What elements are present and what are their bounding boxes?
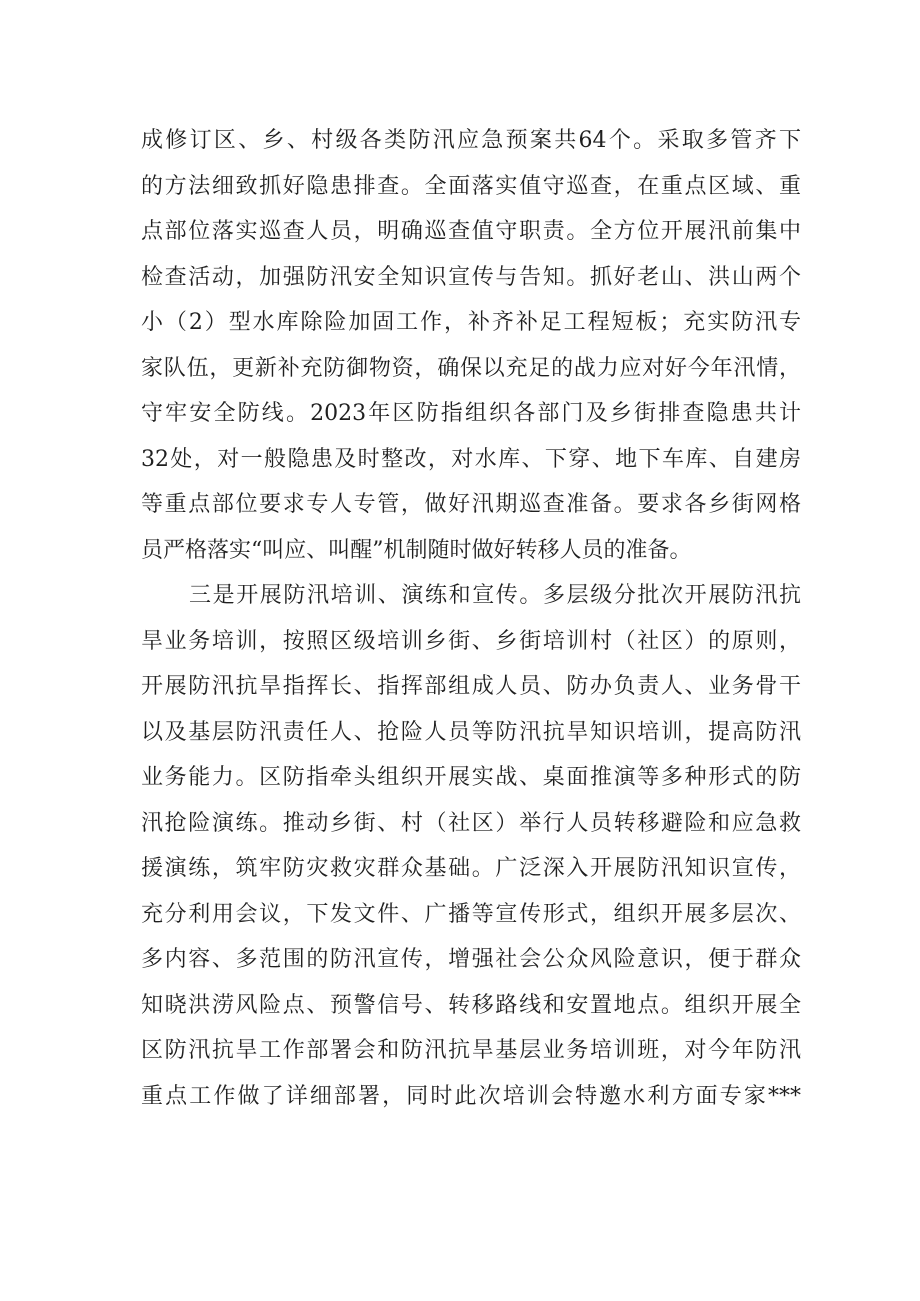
text-line: 旱业务培训，按照区级培训乡街、乡街培训村（社区）的原则，: [141, 628, 801, 654]
text-line: 开展防汛抗旱指挥长、指挥部组成人员、防办负责人、业务骨干: [141, 674, 801, 699]
text-line: 等重点部位要求专人专管，做好汛期巡查准备。要求各乡街网格: [141, 492, 801, 517]
text-line: 援演练，筑牢防灾救灾群众基础。广泛深入开展防汛知识宣传，: [141, 856, 801, 881]
text-line: 的方法细致抓好隐患排查。全面落实值守巡查，在重点区域、重: [141, 173, 801, 199]
paragraph-1: [141, 118, 801, 573]
text-line: 充分利用会议，下发文件、广播等宣传形式，组织开展多层次、: [141, 901, 801, 927]
text-line: 检查活动，加强防汛安全知识宣传与告知。抓好老山、洪山两个: [141, 264, 801, 290]
paragraph-2: [141, 573, 801, 1119]
text-line: 以及基层防汛责任人、抢险人员等防汛抗旱知识培训，提高防汛: [141, 719, 801, 745]
document-body: [141, 118, 801, 1119]
text-line: 小（2）型水库除险加固工作，补齐补足工程短板；充实防汛专: [141, 310, 801, 335]
text-line: 重点工作做了详细部署，同时此次培训会特邀水利方面专家***: [141, 1083, 801, 1109]
text-line: 成修订区、乡、村级各类防汛应急预案共64个。采取多管齐下: [141, 128, 801, 153]
text-line: 点部位落实巡查人员，明确巡查值守职责。全方位开展汛前集中: [141, 219, 801, 244]
text-line: 32处，对一般隐患及时整改，对水库、下穿、地下车库、自建房: [141, 446, 801, 472]
text-line: 员严格落实“叫应、叫醒”机制随时做好转移人员的准备。: [141, 537, 692, 563]
text-line: 三是开展防汛培训、演练和宣传。多层级分批次开展防汛抗: [189, 583, 801, 608]
text-line: 汛抢险演练。推动乡街、村（社区）举行人员转移避险和应急救: [141, 810, 801, 836]
text-line: 区防汛抗旱工作部署会和防汛抗旱基层业务培训班，对今年防汛: [141, 1038, 801, 1063]
text-line: 家队伍，更新补充防御物资，确保以充足的战力应对好今年汛情，: [141, 355, 801, 381]
text-line: 守牢安全防线。2023年区防指组织各部门及乡街排查隐患共计: [141, 401, 801, 426]
text-line: 多内容、多范围的防汛宣传，增强社会公众风险意识，便于群众: [141, 947, 801, 972]
text-line: 业务能力。区防指牵头组织开展实战、桌面推演等多种形式的防: [141, 765, 801, 790]
text-line: 知晓洪涝风险点、预警信号、转移路线和安置地点。组织开展全: [141, 992, 801, 1018]
